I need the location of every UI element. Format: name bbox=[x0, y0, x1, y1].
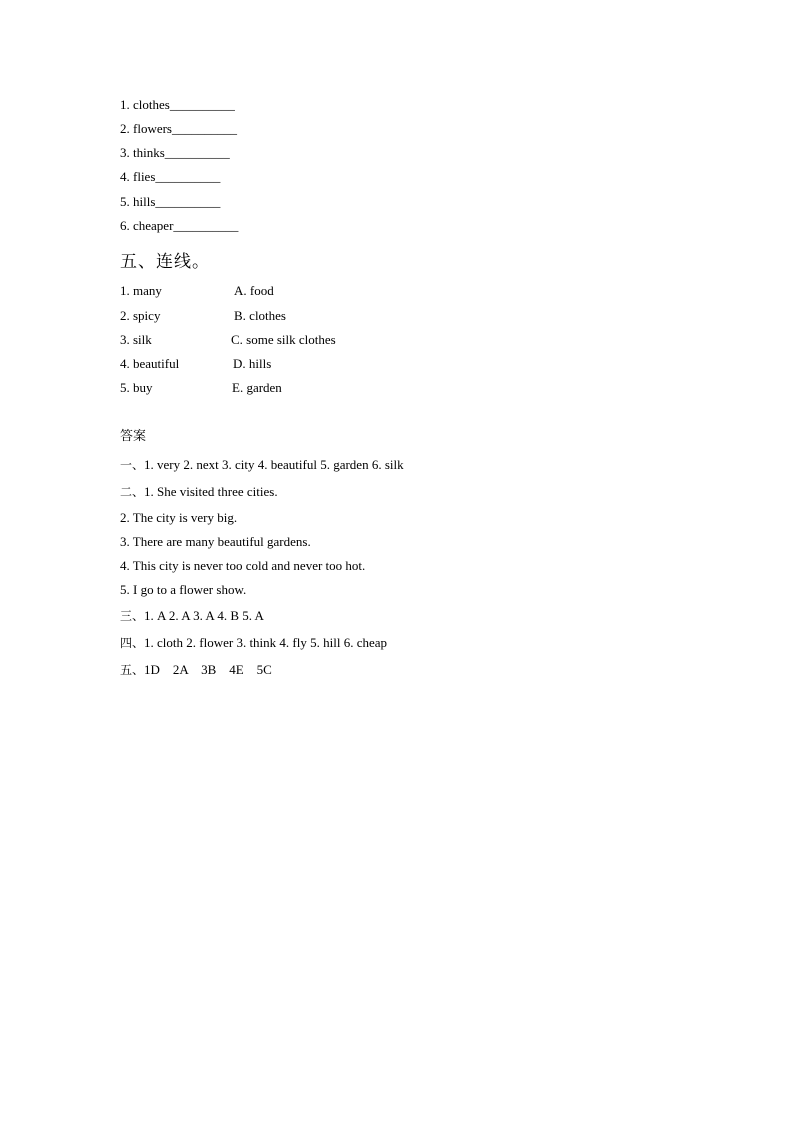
match-right-item: E. garden bbox=[232, 380, 282, 395]
match-right-item: B. clothes bbox=[234, 308, 286, 323]
answer-line: 2. The city is very big. bbox=[120, 510, 238, 525]
answer-text: 1. very 2. next 3. city 4. beautiful 5. garden 6. silk bbox=[144, 457, 404, 472]
answer-prefix: 五、 bbox=[120, 663, 145, 677]
match-left-item: 2. spicy bbox=[120, 308, 161, 323]
answer-line bbox=[120, 484, 278, 500]
answer-prefix: 四、 bbox=[120, 636, 145, 650]
section5-heading: 五、连线。 bbox=[120, 252, 210, 272]
match-left-item: 5. buy bbox=[120, 380, 153, 395]
match-left-item: 3. silk bbox=[120, 332, 152, 347]
match-right-item: D. hills bbox=[233, 356, 272, 371]
answer-prefix: 三、 bbox=[120, 609, 145, 623]
answer-prefix: 一、 bbox=[120, 458, 145, 472]
match-left-item: 1. many bbox=[120, 283, 162, 298]
answer-line bbox=[120, 457, 404, 473]
section4-item: 6. cheaper__________ bbox=[120, 218, 239, 233]
answers-title: 答案 bbox=[120, 429, 147, 444]
match-right-item: A. food bbox=[234, 283, 274, 298]
answer-line: 3. There are many beautiful gardens. bbox=[120, 534, 311, 549]
section4-item: 1. clothes__________ bbox=[120, 97, 235, 112]
answer-line: 4. This city is never too cold and never too hot. bbox=[120, 558, 366, 573]
answer-text: 1. She visited three cities. bbox=[144, 484, 278, 499]
answer-text: 1. A 2. A 3. A 4. B 5. A bbox=[144, 608, 264, 623]
section4-item: 3. thinks__________ bbox=[120, 145, 230, 160]
answer-line: 5. I go to a flower show. bbox=[120, 582, 247, 597]
answer-prefix: 二、 bbox=[120, 485, 145, 499]
answer-text: 1. cloth 2. flower 3. think 4. fly 5. hill 6. cheap bbox=[144, 635, 387, 650]
match-left-item: 4. beautiful bbox=[120, 356, 180, 371]
section4-item: 4. flies__________ bbox=[120, 169, 221, 184]
answer-text: 1D 2A 3B 4E 5C bbox=[144, 662, 272, 677]
answer-line bbox=[120, 635, 387, 651]
answer-line bbox=[120, 662, 272, 678]
section4-item: 5. hills__________ bbox=[120, 194, 221, 209]
match-right-item: C. some silk clothes bbox=[231, 332, 336, 347]
section4-item: 2. flowers__________ bbox=[120, 121, 237, 136]
answer-line bbox=[120, 608, 264, 624]
